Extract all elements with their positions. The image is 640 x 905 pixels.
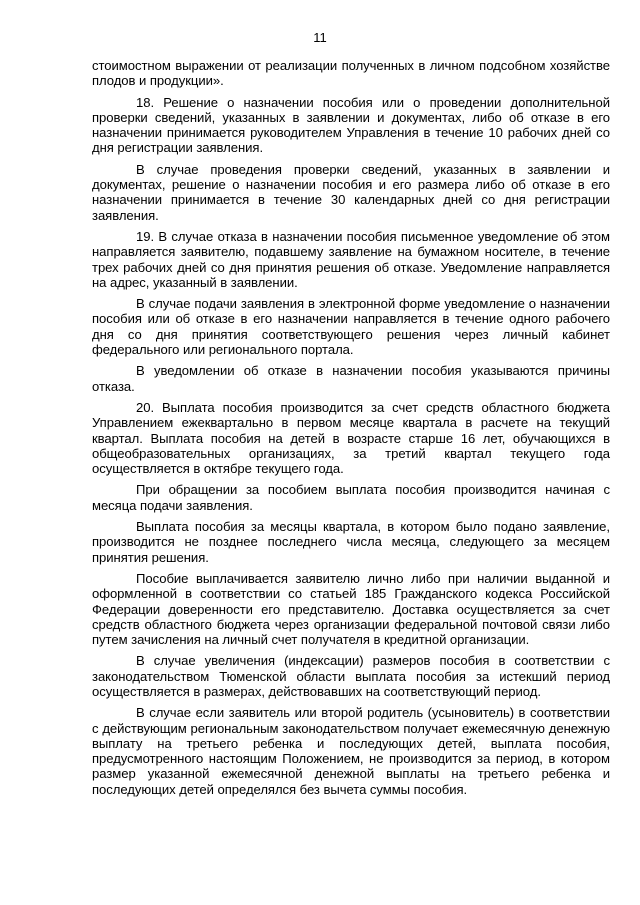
paragraph: В случае увеличения (индексации) размеров пособия в соответствии с законодательством Тюменской области выплата пособия за истекший период осуществляется в размерах, действовавших на соответствующий период. <box>92 653 610 699</box>
paragraph: 20. Выплата пособия производится за счет средств областного бюджета Управлением ежеквартально в первом месяце квартала в расчете на текущий квартал. Выплата пособия на детей в возрасте старше 16 лет, обучающихся в общеобразовательных организациях, за третий квартал текущего года осуществляется в октябре текущего года. <box>92 399 610 477</box>
paragraph: 18. Решение о назначении пособия или о проведении дополнительной проверки сведений, указанных в заявлении и документах, либо об отказе в его назначении принимается руководителем Управления в течение 10 рабочих дней со дня регистрации заявления. <box>92 94 610 156</box>
document-body <box>92 58 610 803</box>
paragraph: В случае если заявитель или второй родитель (усыновитель) в соответствии с действующим региональным законодательством получает ежемесячную денежную выплату на третьего ребенка и последующих детей, выплата пособия, предусмотренного настоящим Положением, не производится за период, в котором размер указанной ежемесячной денежной выплаты на третьего ребенка и последующих детей определялся без вычета суммы пособия. <box>92 705 610 797</box>
paragraph: Выплата пособия за месяцы квартала, в котором было подано заявление, производится не позднее последнего числа месяца, следующего за месяцем принятия решения. <box>92 519 610 565</box>
paragraph: В уведомлении об отказе в назначении пособия указываются причины отказа. <box>92 363 610 394</box>
paragraph: 19. В случае отказа в назначении пособия письменное уведомление об этом направляется заявителю, подавшему заявление на бумажном носителе, в течение трех рабочих дней со дня принятия решения об отказе. Уведомление направляется на адрес, указанный в заявлении. <box>92 228 610 290</box>
page-number: 11 <box>313 30 327 45</box>
paragraph: стоимостном выражении от реализации полученных в личном подсобном хозяйстве плодов и продукции». <box>92 58 610 89</box>
paragraph: В случае проведения проверки сведений, указанных в заявлении и документах, решение о назначении пособия и его размера либо об отказе в его назначении принимается в течение 30 календарных дней со дня регистрации заявления. <box>92 161 610 223</box>
paragraph: Пособие выплачивается заявителю лично либо при наличии выданной и оформленной в соответствии со статьей 185 Гражданского кодекса Российской Федерации доверенности его представителю. Доставка осуществляется за счет средств областного бюджета через организации федеральной почтовой связи либо путем зачисления на личный счет получателя в кредитной организации. <box>92 570 610 648</box>
paragraph: При обращении за пособием выплата пособия производится начиная с месяца подачи заявления. <box>92 482 610 513</box>
paragraph: В случае подачи заявления в электронной форме уведомление о назначении пособия или об отказе в его назначении направляется в течение одного рабочего дня со дня принятия соответствующего решения через личный кабинет федерального или регионального портала. <box>92 296 610 358</box>
